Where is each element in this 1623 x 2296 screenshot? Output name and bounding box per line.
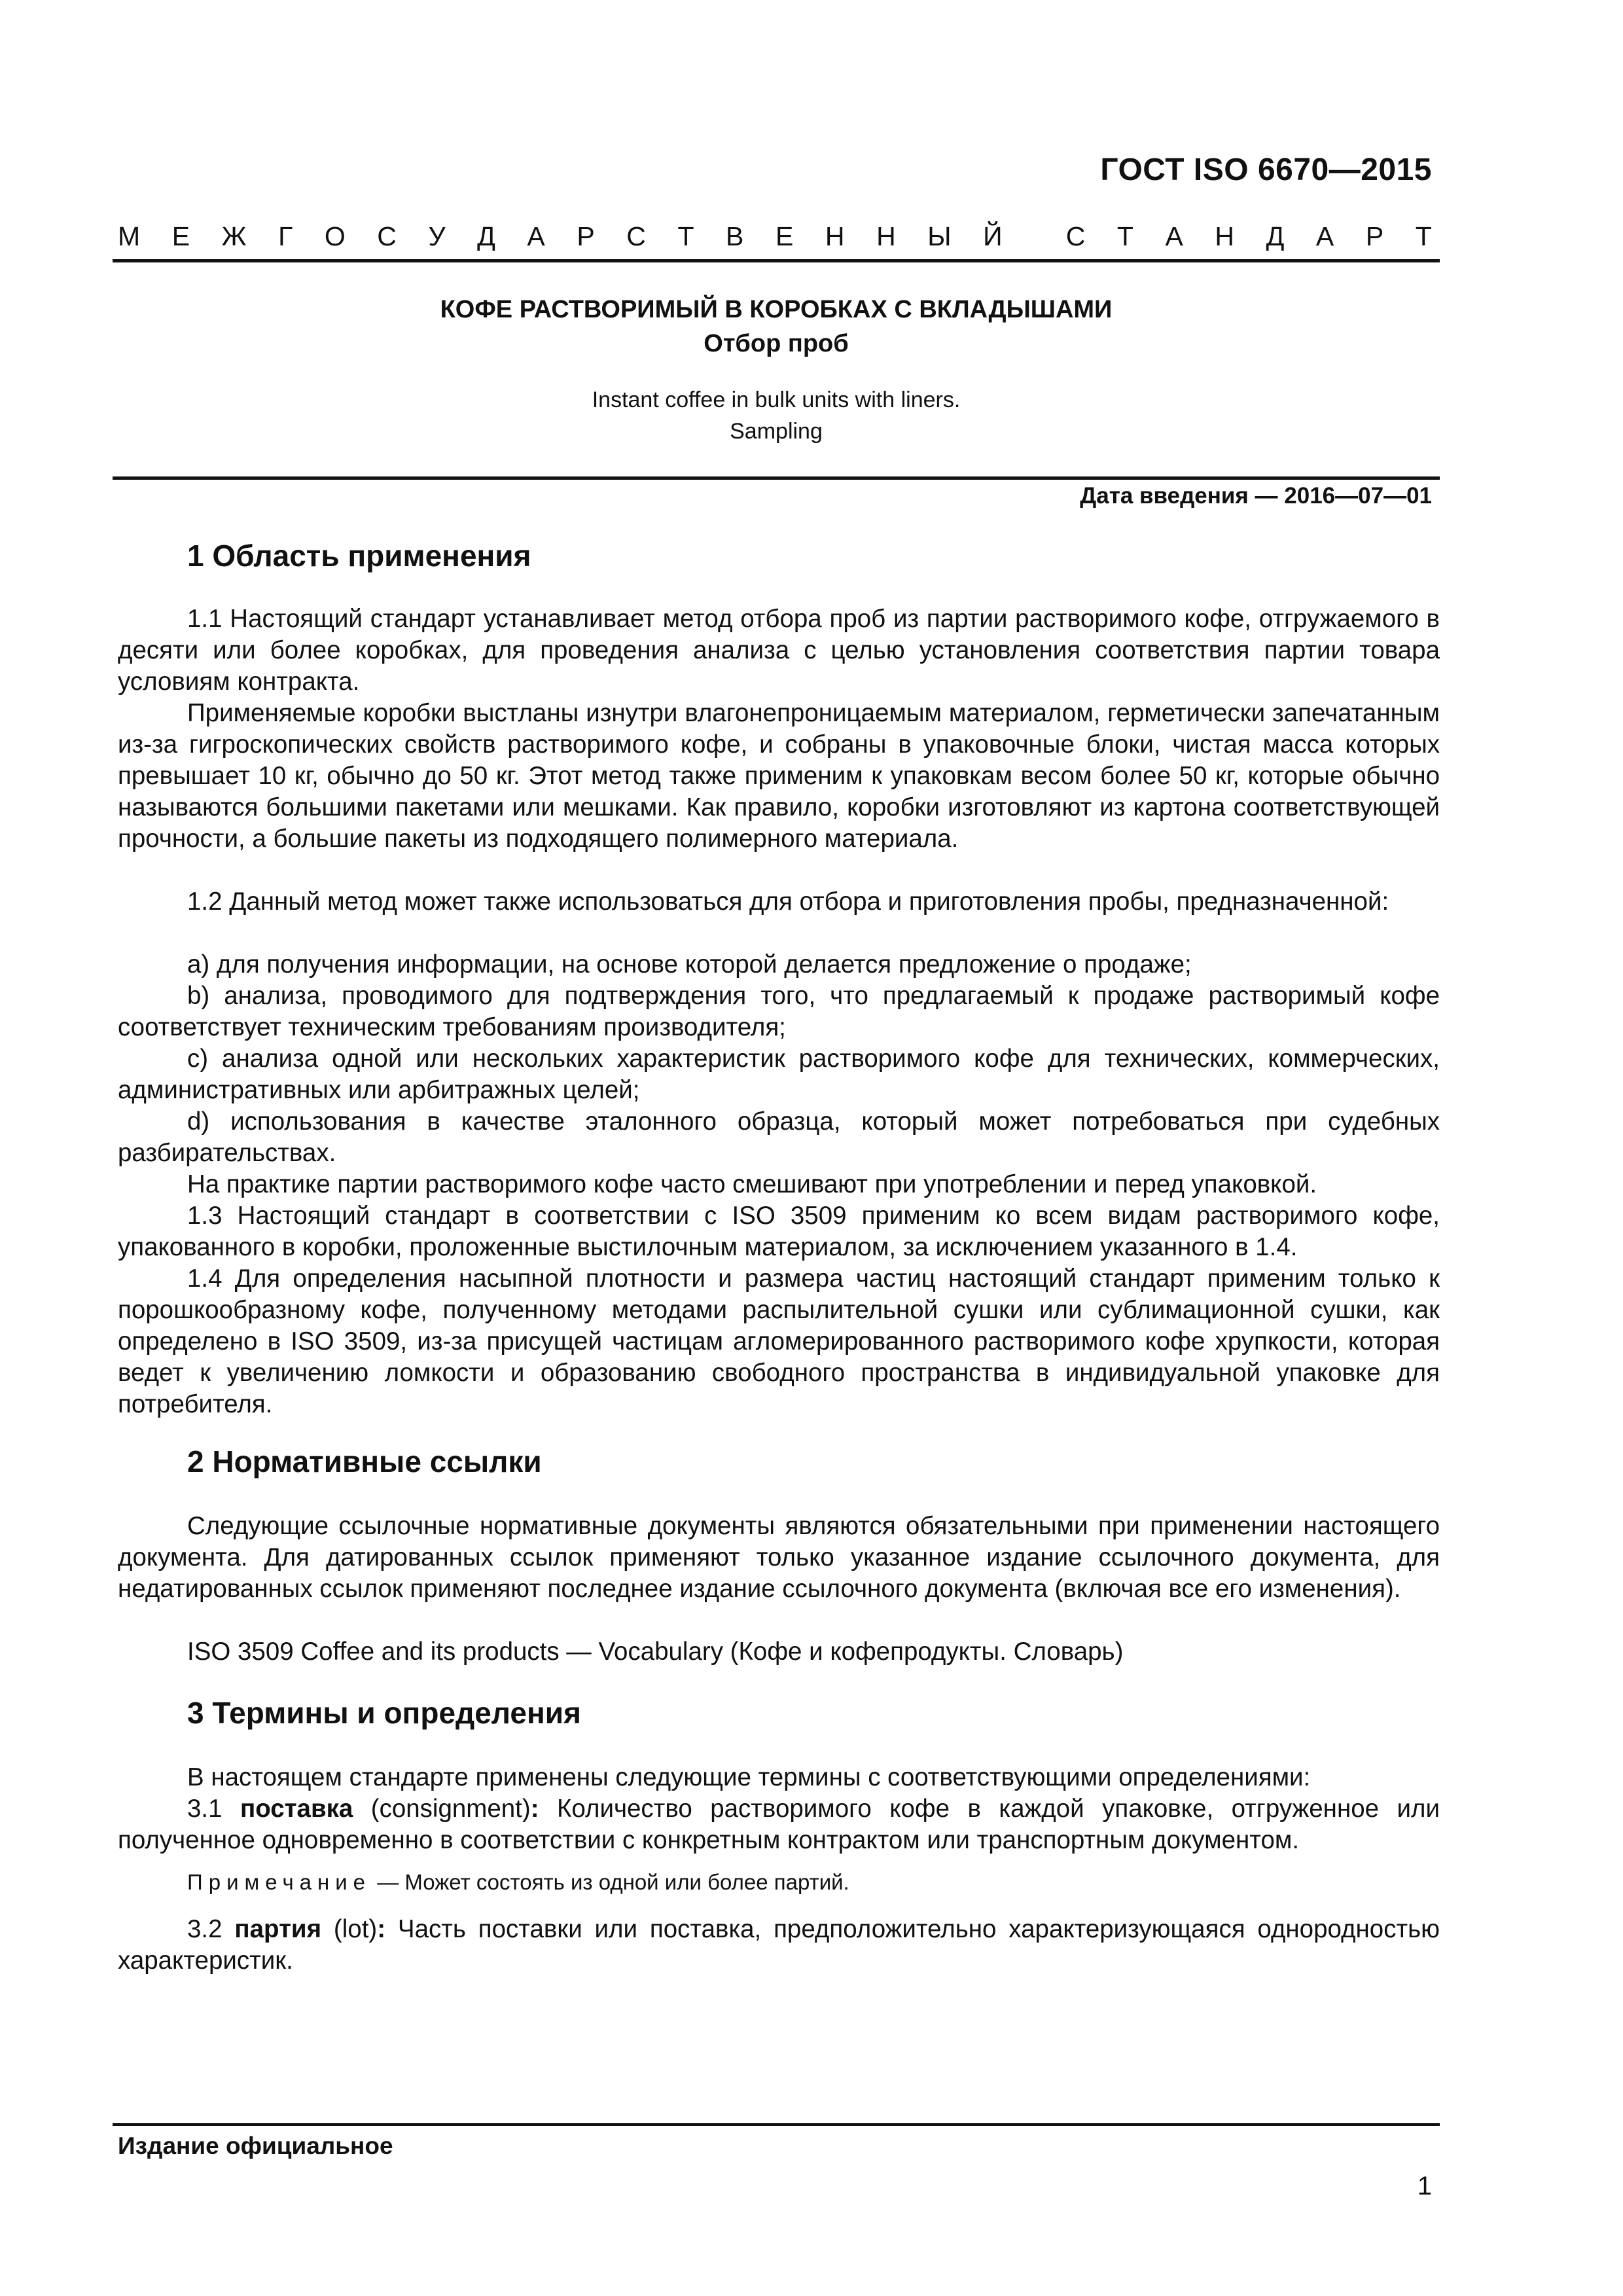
term-definition: Часть поставки или поставка, предположительно характеризующаяся однородностью характеристик. xyxy=(118,1915,1440,1975)
standard-type-letter: О xyxy=(324,221,346,251)
standard-type-letter: А xyxy=(1165,221,1183,251)
standard-type-letter: Р xyxy=(577,221,595,251)
paragraph-1-2: 1.2 Данный метод может также использоваться для отбора и приготовления пробы, предназначенной: xyxy=(187,888,1389,916)
standard-type-letter: Д xyxy=(477,221,495,251)
standard-type-letter: Н xyxy=(825,221,845,251)
paragraph-1-1-boxes: Применяемые коробки выстланы изнутри влагонепроницаемым материалом, герметически запечатанным из-за гигроскопических свойств растворимого кофе, и собраны в упаковочные блоки, чистая масса которых превышает 10 кг, обычно до 50 кг. Этот метод также применим к упаковкам весом более 50 кг, которые обычно называются большими пакетами или мешками. Как правило, коробки изготовляют из картона соответствующей прочности, а большие пакеты из подходящего полимерного материала. xyxy=(118,699,1440,853)
term-definition: Количество растворимого кофе в каждой упаковке, отгруженное или полученное одновременно в соответствии с конкретным контрактом или транспортным документом. xyxy=(118,1795,1440,1854)
title-rule xyxy=(113,476,1440,480)
list-item-d: d) использования в качестве эталонного образца, который может потребоваться при судебных разбирательствах. xyxy=(118,1107,1440,1167)
standard-type-letter: Ж xyxy=(221,221,247,251)
standard-type-heading xyxy=(118,221,1432,252)
standard-type-letter: А xyxy=(1315,221,1334,251)
section-1-heading: 1 Область применения xyxy=(187,539,531,573)
list-item-a: a) для получения информации, на основе которой делается предложение о продаже; xyxy=(187,950,1192,978)
term-name: партия xyxy=(234,1915,322,1943)
section-2-heading: 2 Нормативные ссылки xyxy=(187,1444,542,1479)
standard-type-letter: С xyxy=(377,221,397,251)
standard-type-letter: В xyxy=(726,221,744,251)
paragraph-2-normative: Следующие ссылочные нормативные документы являются обязательными при применении настоящего документа. Для датированных ссылок применяют только указанное издание ссылочного документа, для недатированных ссылок применяют последнее издание ссылочного документа (включая все его изменения). xyxy=(118,1512,1440,1603)
standard-type-letter: Т xyxy=(1116,221,1133,251)
introduction-date: Дата введения — 2016—07—01 xyxy=(1080,483,1432,509)
standard-type-letter: С xyxy=(1065,221,1086,251)
standard-type-letter: Р xyxy=(1365,221,1384,251)
edition-label: Издание официальное xyxy=(118,2132,393,2159)
standard-type-letter: Е xyxy=(775,221,794,251)
paragraph-1-3: 1.3 Настоящий стандарт в соответствии с ISO 3509 применим ко всем видам растворимого кофе, упакованного в коробки, проложенные выстилочным материалом, за исключением указанного в 1.4. xyxy=(118,1202,1440,1261)
standard-type-letter: Н xyxy=(1215,221,1234,251)
term-name: поставка xyxy=(240,1795,353,1823)
standard-type-letter: С xyxy=(626,221,646,251)
paragraph-1-1: 1.1 Настоящий стандарт устанавливает метод отбора проб из партии растворимого кофе, отгружаемого в десяти или более коробках, для проведения анализа с целью установления соответствия партии товара условиям контракта. xyxy=(118,605,1440,696)
standard-type-letter: Т xyxy=(1415,221,1432,251)
note-text: — Может состоять из одной или более партий. xyxy=(377,1870,849,1894)
title-en: Instant coffee in bulk units with liners. xyxy=(592,387,961,412)
paragraph-practice: На практике партии растворимого кофе часто смешивают при употреблении и перед упаковкой. xyxy=(187,1170,1317,1198)
list-item-b: b) анализа, проводимого для подтверждения того, что предлагаемый к продаже растворимый кофе соответствует техническим требованиям производителя; xyxy=(118,982,1440,1041)
note-3-1 xyxy=(118,1867,1440,1898)
term-english: (lot) xyxy=(333,1915,378,1943)
header-rule xyxy=(113,259,1440,262)
term-3-1 xyxy=(118,1793,1440,1856)
subtitle-en: Sampling xyxy=(730,419,823,444)
note-label: Примечание xyxy=(187,1870,372,1894)
term-colon: : xyxy=(530,1795,539,1823)
standard-type-letter: Т xyxy=(677,221,694,251)
standard-type-letter: Н xyxy=(876,221,896,251)
standard-type-letter: Ы xyxy=(927,221,952,251)
standard-type-letter: Е xyxy=(171,221,190,251)
footer-rule xyxy=(113,2123,1440,2126)
subtitle-ru: Отбор проб xyxy=(704,330,849,357)
paragraph-3-intro: В настоящем стандарте применены следующие термины с соответствующими определениями: xyxy=(187,1763,1311,1791)
reference-iso-3509: ISO 3509 Coffee and its products — Vocabulary (Кофе и кофепродукты. Словарь) xyxy=(187,1638,1124,1666)
term-colon: : xyxy=(377,1915,386,1943)
list-item-c: c) анализа одной или нескольких характеристик растворимого кофе для технических, коммерческих, административных или арбитражных целей; xyxy=(118,1045,1440,1104)
section-3-heading: 3 Термины и определения xyxy=(187,1696,581,1730)
term-number: 3.2 xyxy=(187,1915,223,1943)
standard-type-letter: У xyxy=(428,221,446,251)
standard-type-letter: М xyxy=(118,221,141,251)
title-ru: КОФЕ РАСТВОРИМЫЙ В КОРОБКАХ С ВКЛАДЫШАМИ xyxy=(440,296,1113,323)
document-number: ГОСТ ISO 6670—2015 xyxy=(1100,152,1432,187)
standard-type-letter: А xyxy=(527,221,545,251)
paragraph-1-4: 1.4 Для определения насыпной плотности и размера частиц настоящий стандарт применим только к порошкообразному кофе, полученному методами распылительной сушки или сублимационной сушки, как определено в ISO 3509, из-за присущей частицам агломерированного растворимого кофе хрупкости, которая ведет к увеличению ломкости и образованию свободного пространства в индивидуальной упаковке для потребителя. xyxy=(118,1265,1440,1418)
standard-type-letter: Д xyxy=(1266,221,1285,251)
term-english: (consignment) xyxy=(370,1795,531,1823)
standard-type-letter: Г xyxy=(278,221,293,251)
term-3-2 xyxy=(118,1914,1440,1977)
standard-type-letter: Й xyxy=(983,221,1003,251)
term-number: 3.1 xyxy=(187,1795,223,1823)
page-number: 1 xyxy=(1417,2172,1432,2200)
